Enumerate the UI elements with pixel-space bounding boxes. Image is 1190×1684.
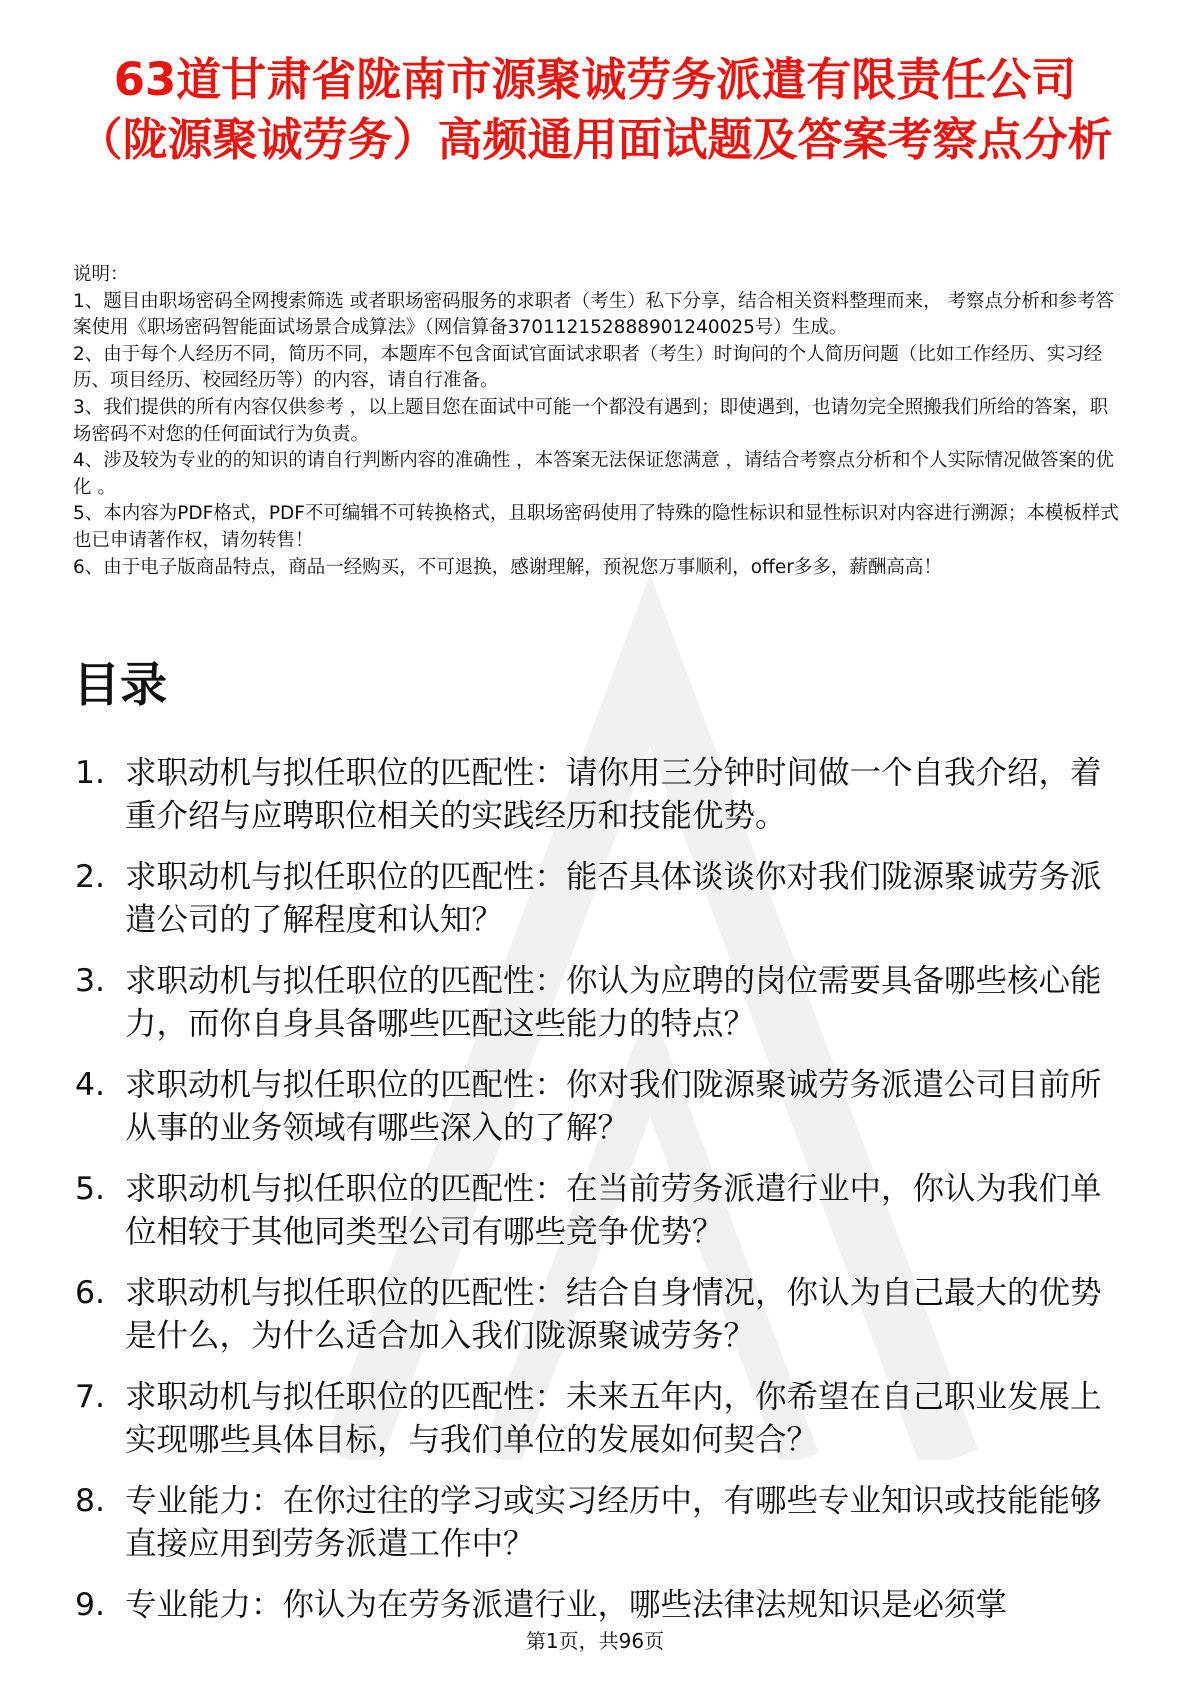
toc-item[interactable] — [75, 1064, 1120, 1150]
toc-item[interactable] — [75, 856, 1120, 942]
page-number: 第1页，共96页 — [525, 1629, 665, 1653]
toc-item-number: 7. — [75, 1379, 106, 1415]
toc-item-text: 求职动机与拟任职位的匹配性：请你用三分钟时间做一个自我介绍，着重介绍与应聘职位相关的实践经历和技能优势。 — [125, 755, 1102, 834]
note-item: 5、本内容为PDF格式，PDF不可编辑不可转换格式，且职场密码使用了特殊的隐性标识和显性标识对内容进行溯源；本模板样式也已申请著作权，请勿转售！ — [73, 503, 1119, 551]
toc-item[interactable] — [75, 1376, 1120, 1462]
toc-item-text: 求职动机与拟任职位的匹配性：你认为应聘的岗位需要具备哪些核心能力，而你自身具备哪些匹配这些能力的特点？ — [125, 963, 1102, 1042]
toc-item-text: 求职动机与拟任职位的匹配性：在当前劳务派遣行业中，你认为我们单位相较于其他同类型公司有哪些竞争优势？ — [125, 1171, 1102, 1250]
toc-item-number: 2. — [75, 859, 106, 895]
toc-item-number: 3. — [75, 963, 106, 999]
toc-item-text: 求职动机与拟任职位的匹配性：你对我们陇源聚诚劳务派遣公司目前所从事的业务领域有哪些深入的了解？ — [125, 1067, 1102, 1146]
toc-item-number: 1. — [75, 755, 106, 791]
toc-item-number: 5. — [75, 1171, 106, 1207]
toc-item[interactable] — [75, 1168, 1120, 1254]
toc-item[interactable] — [75, 1272, 1120, 1358]
note-item: 2、由于每个人经历不同，简历不同，本题库不包含面试官面试求职者（考生）时询问的个人简历问题（比如工作经历、实习经历、项目经历、校园经历等）的内容，请自行准备。 — [73, 343, 1103, 392]
toc-item-text: 求职动机与拟任职位的匹配性：结合自身情况，你认为自己最大的优势是什么，为什么适合加入我们陇源聚诚劳务？ — [125, 1275, 1102, 1354]
toc-item[interactable] — [75, 960, 1120, 1046]
toc-item-text: 求职动机与拟任职位的匹配性：未来五年内，你希望在自己职业发展上实现哪些具体目标，与我们单位的发展如何契合？ — [125, 1379, 1102, 1458]
toc-item-number: 6. — [75, 1275, 106, 1311]
toc-item[interactable] — [75, 1480, 1120, 1566]
note-item: 4、涉及较为专业的的知识的请自行判断内容的准确性 ，本答案无法保证您满意 ，请结合考察点分析和个人实际情况做答案的优化 。 — [73, 450, 1115, 498]
table-of-contents — [75, 752, 1120, 1645]
toc-item-text: 专业能力：在你过往的学习或实习经历中，有哪些专业知识或技能能够直接应用到劳务派遣工作中？ — [125, 1483, 1102, 1562]
toc-item-text: 专业能力：你认为在劳务派遣行业，哪些法律法规知识是必须掌 — [125, 1587, 1008, 1623]
toc-item-text: 求职动机与拟任职位的匹配性：能否具体谈谈你对我们陇源聚诚劳务派遣公司的了解程度和认知？ — [125, 859, 1102, 938]
notes-heading: 说明： — [73, 264, 129, 285]
toc-item[interactable] — [75, 1584, 1120, 1627]
document-title: 63道甘肃省陇南市源聚诚劳务派遣有限责任公司（陇源聚诚劳务）高频通用面试题及答案考察点分析 — [77, 53, 1113, 166]
toc-item-number: 9. — [75, 1587, 106, 1623]
toc-item[interactable] — [75, 752, 1120, 838]
note-item: 1、题目由职场密码全网搜索筛选 或者职场密码服务的求职者（考生）私下分享，结合相关资料整理而来， 考察点分析和参考答案使用《职场密码智能面试场景合成算法》（网信算备370112152888901240025号）生成。 — [73, 290, 1115, 339]
toc-item-number: 4. — [75, 1067, 106, 1103]
toc-item-number: 8. — [75, 1483, 106, 1519]
note-item: 3、我们提供的所有内容仅供参考 ，以上题目您在面试中可能一个都没有遇到；即使遇到，也请勿完全照搬我们所给的答案，职场密码不对您的任何面试行为负责。 — [73, 396, 1109, 445]
note-item: 6、由于电子版商品特点，商品一经购买，不可退换，感谢理解，预祝您万事顺利，offer多多，薪酬高高！ — [73, 556, 942, 578]
disclaimer-notes — [73, 262, 1120, 581]
toc-heading: 目录 — [73, 658, 167, 713]
